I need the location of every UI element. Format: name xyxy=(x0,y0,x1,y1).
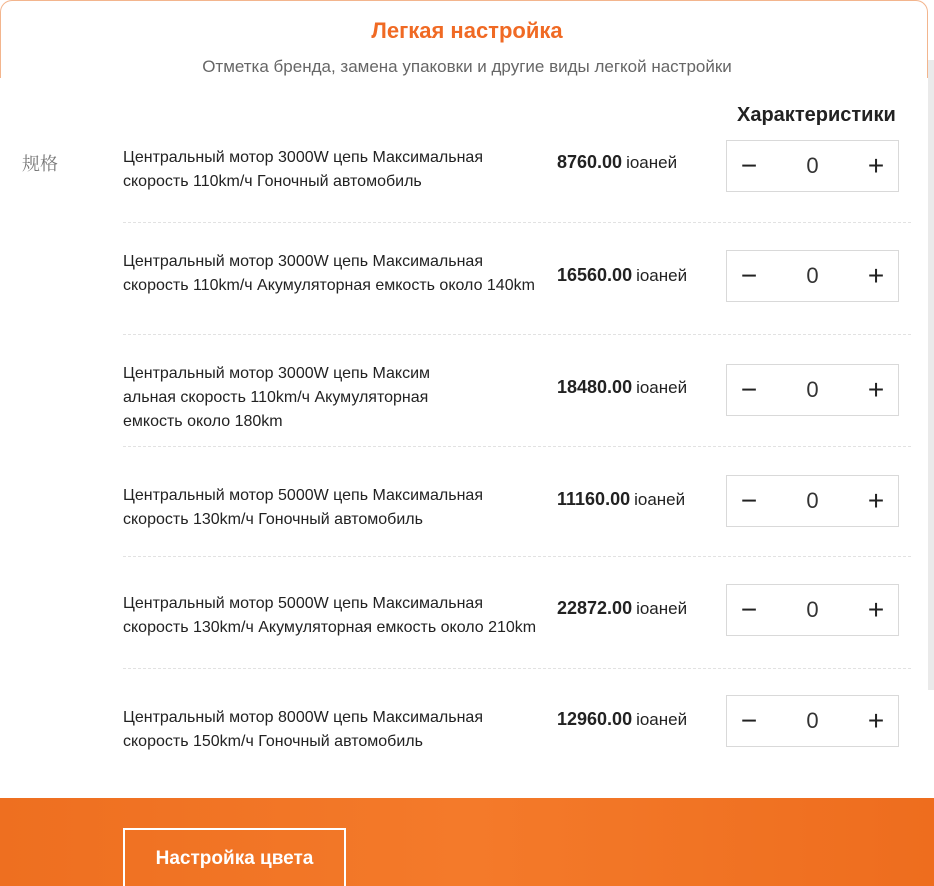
row-divider xyxy=(123,334,911,335)
spec-price xyxy=(557,489,685,510)
quantity-value[interactable]: 0 xyxy=(806,377,819,402)
page-subtitle: Отметка бренда, замена упаковки и другие виды легкой настройки xyxy=(202,57,732,76)
row-divider xyxy=(123,222,911,223)
quantity-stepper xyxy=(726,364,899,416)
price-value: 8760.00 xyxy=(557,152,623,172)
spec-description: Центральный мотор 3000W цепь Максимальная скорость 110km/ч Акумуляторная емкость около 140km xyxy=(123,253,535,294)
spec-price xyxy=(557,709,687,730)
increment-button[interactable]: + xyxy=(867,260,885,291)
spec-description: Центральный мотор 5000W цепь Максимальная скорость 130km/ч Гоночный автомобиль xyxy=(123,487,483,528)
price-currency: ioaней xyxy=(636,266,688,285)
increment-button[interactable]: + xyxy=(867,150,885,181)
price-value: 18480.00 xyxy=(557,377,633,397)
row-divider xyxy=(123,556,911,557)
quantity-value[interactable]: 0 xyxy=(806,488,819,513)
price-value: 11160.00 xyxy=(557,489,631,509)
footer-bar xyxy=(0,798,934,886)
decrement-button[interactable]: − xyxy=(740,374,758,405)
quantity-stepper xyxy=(726,140,899,192)
quantity-stepper xyxy=(726,695,899,747)
increment-button[interactable]: + xyxy=(867,485,885,516)
price-value: 22872.00 xyxy=(557,598,633,618)
spec-price xyxy=(557,598,687,619)
quantity-value[interactable]: 0 xyxy=(806,597,819,622)
decrement-button[interactable]: − xyxy=(740,150,758,181)
spec-price xyxy=(557,377,687,398)
quantity-stepper xyxy=(726,250,899,302)
quantity-value[interactable]: 0 xyxy=(806,708,819,733)
increment-button[interactable]: + xyxy=(867,594,885,625)
decrement-button[interactable]: − xyxy=(740,260,758,291)
spec-price xyxy=(557,265,687,286)
scrollbar[interactable] xyxy=(928,60,934,690)
quantity-stepper xyxy=(726,475,899,527)
spec-description: Центральный мотор 8000W цепь Максимальная скорость 150km/ч Гоночный автомобиль xyxy=(123,709,483,750)
quantity-value[interactable]: 0 xyxy=(806,263,819,288)
decrement-button[interactable]: − xyxy=(740,705,758,736)
spec-price xyxy=(557,152,677,173)
specs-header: Характеристики xyxy=(737,104,896,126)
price-currency: ioaней xyxy=(636,378,688,397)
increment-button[interactable]: + xyxy=(867,705,885,736)
spec-description: Центральный мотор 5000W цепь Максимальная скорость 130km/ч Акумуляторная емкость около 210km xyxy=(123,595,537,636)
price-value: 12960.00 xyxy=(557,709,633,729)
price-currency: ioaней xyxy=(634,490,686,509)
spec-description: Центральный мотор 3000W цепь Максимальная скорость 110km/ч Гоночный автомобиль xyxy=(123,149,483,190)
quantity-value[interactable]: 0 xyxy=(806,153,819,178)
row-divider xyxy=(123,668,911,669)
price-currency: ioaней xyxy=(636,710,688,729)
row-divider xyxy=(123,446,911,447)
price-value: 16560.00 xyxy=(557,265,633,285)
price-currency: ioaней xyxy=(626,153,678,172)
price-currency: ioaней xyxy=(636,599,688,618)
color-customization-button[interactable]: Настройка цвета xyxy=(123,828,346,886)
page-title: Легкая настройка xyxy=(371,18,563,43)
decrement-button[interactable]: − xyxy=(740,485,758,516)
spec-description: Центральный мотор 3000W цепь Максим альная скорость 110km/ч Акумуляторная емкость около 180km xyxy=(123,365,431,430)
increment-button[interactable]: + xyxy=(867,374,885,405)
quantity-stepper xyxy=(726,584,899,636)
specs-label: 规格 xyxy=(22,154,58,174)
decrement-button[interactable]: − xyxy=(740,594,758,625)
